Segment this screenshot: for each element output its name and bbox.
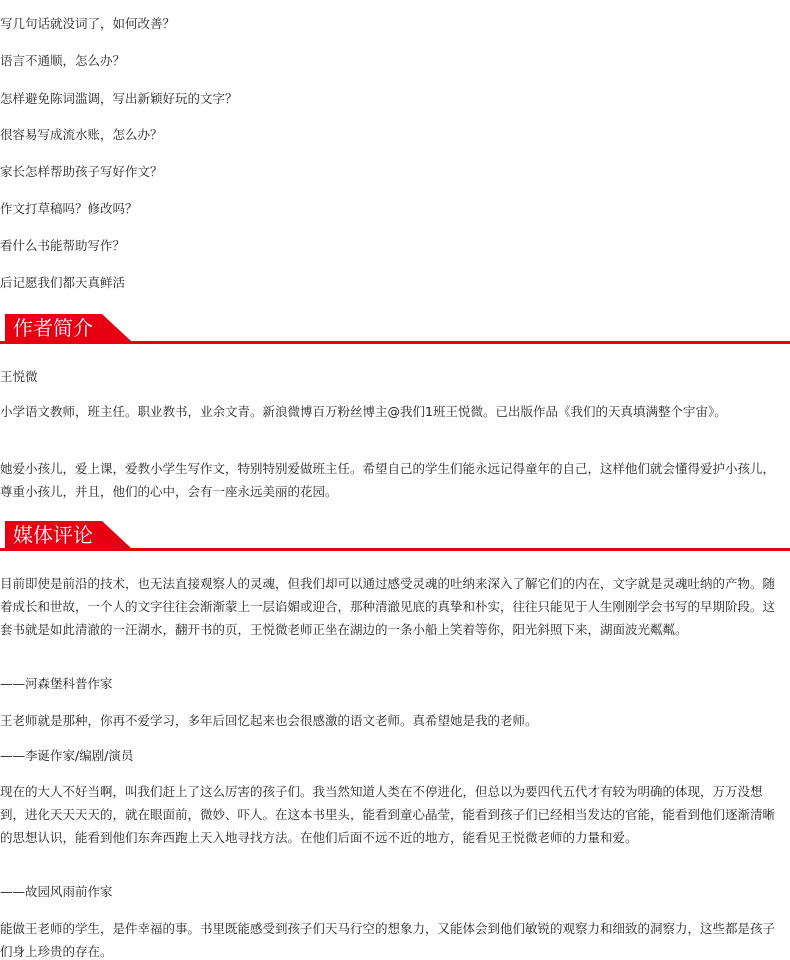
author-paragraph: 她爱小孩儿，爱上课，爱教小学生写作文，特别特别爱做班主任。希望自己的学生们能永远记得童年的自己，这样他们就会懂得爱护小孩儿，尊重小孩儿，并且，他们的心中，会有一座永远美丽的花园。 [0,461,776,499]
review-text: 现在的大人不好当啊，叫我们赶上了这么厉害的孩子们。我当然知道人类在不停进化，但总以为要四代五代才有较为明确的体现，万万没想到，进化天天天天的，就在眼面前，微妙、吓人。在这本书里头，能看到童心晶莹，能看到孩子们已经相当发达的官能，能看到他们逐渐清晰的思想认识，能看到他们东奔西跑上天入地寻找方法。在他们后面不远不近的地方，能看见王悦微老师的力量和爱。 [0,784,776,845]
author-name: 王悦微 [0,369,38,384]
review-text: 目前即使是前沿的技术，也无法直接观察人的灵魂，但我们却可以通过感受灵魂的吐纳来深入了解它们的内在，文字就是灵魂吐纳的产物。随着成长和世故，一个人的文字往往会渐渐蒙上一层谄媚或迎合，那种清澈见底的真挚和朴实，往往只能见于人生刚刚学会书写的早期阶段。这套书就是如此清澈的一汪湖水，翻开书的页，王悦微老师正坐在湖边的一条小船上笑着等你，阳光斜照下来，湖面波光粼粼。 [0,576,776,637]
toc-item: 看什么书能帮助写作？ [0,238,126,253]
review-source: ——故园风雨前作家 [0,884,113,899]
section-header-media [0,521,790,551]
review-text: 王老师就是那种，你再不爱学习，多年后回忆起来也会很感激的语文老师。真希望她是我的老师。 [0,713,538,728]
section-header-author [0,314,790,344]
section-divider [0,341,790,344]
toc-item: 后记愿我们都天真鲜活 [0,275,126,290]
review-source: ——河森堡科普作家 [0,676,113,691]
toc-item: 作文打草稿吗？修改吗？ [0,201,138,216]
author-paragraph: 小学语文教师，班主任。职业教书，业余文青。新浪微博百万粉丝博主@我们1班王悦微。已出版作品《我们的天真填满整个宇宙》。 [0,404,727,419]
toc-item: 怎样避免陈词滥调，写出新颖好玩的文字？ [0,91,238,106]
toc-item: 语言不通顺，怎么办？ [0,53,126,68]
toc-item: 家长怎样帮助孩子写好作文？ [0,164,163,179]
toc-item: 写几句话就没词了，如何改善？ [0,16,176,31]
section-divider [0,548,790,551]
section-title: 作者简介 [13,316,93,340]
review-text: 能做王老师的学生，是件幸福的事。书里既能感受到孩子们天马行空的想象力，又能体会到他们敏锐的观察力和细致的洞察力，这些都是孩子们身上珍贵的存在。 [0,921,776,959]
section-title: 媒体评论 [13,523,93,547]
toc-item: 很容易写成流水账，怎么办？ [0,127,163,142]
review-source: ——李诞作家/编剧/演员 [0,748,134,763]
